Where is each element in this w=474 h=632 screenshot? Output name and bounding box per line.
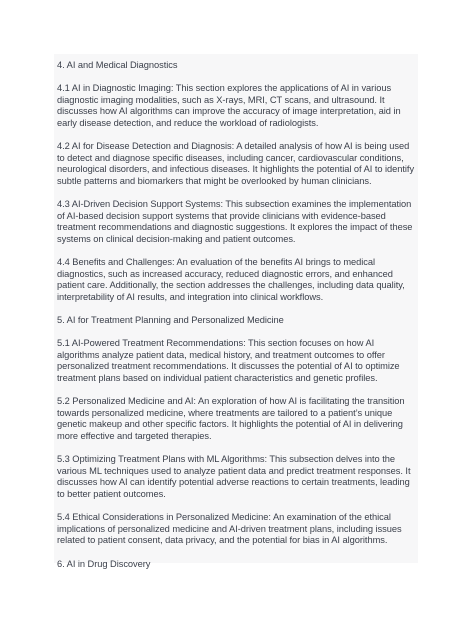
section-heading-4: 4. AI and Medical Diagnostics — [57, 60, 178, 70]
paragraph-4-1: 4.1 AI in Diagnostic Imaging: This section explores the applications of AI in various diagnostic imaging modalities, such as X-rays, MRI, CT scans, and ultrasound. It discusses how AI algorithms can improve the accuracy of image interpretation, aid in early disease detection, and reduce the workload of radiologists. — [57, 83, 401, 128]
paragraph-5-3: 5.3 Optimizing Treatment Plans with ML Algorithms: This subsection delves into the various ML techniques used to analyze patient data and predict treatment responses. It discusses how AI can identify potential adverse reactions to certain treatments, leading to better patient outcomes. — [57, 454, 411, 499]
paragraph-4-4: 4.4 Benefits and Challenges: An evaluation of the benefits AI brings to medical diagnostics, such as increased accuracy, reduced diagnostic errors, and enhanced patient care. Additionally, the section addresses the challenges, including data quality, interpretability of AI results, and integration into clinical workflows. — [57, 257, 405, 302]
paragraph-5-2: 5.2 Personalized Medicine and AI: An exploration of how AI is facilitating the transition towards personalized medicine, where treatments are tailored to a patient’s unique genetic makeup and other specific factors. It highlights the potential of AI in delivering more effective and targeted therapies. — [57, 396, 405, 441]
paragraph-4-2: 4.2 AI for Disease Detection and Diagnosis: A detailed analysis of how AI is being used to detect and diagnose specific diseases, including cancer, cardiovascular conditions, neurological disorders, and infectious diseases. It highlights the potential of AI to identify subtle patterns and biomarkers that might be overlooked by human clinicians. — [57, 141, 415, 186]
paragraph-5-1: 5.1 AI-Powered Treatment Recommendations: This section focuses on how AI algorithms analyze patient data, medical history, and treatment outcomes to offer personalized treatment recommendations. It discusses the potential of AI to optimize treatment plans based on individual patient characteristics and genetic profiles. — [57, 338, 400, 384]
section-heading-6: 6. AI in Drug Discovery — [57, 558, 151, 569]
paragraph-5-4: 5.4 Ethical Considerations in Personalized Medicine: An examination of the ethical implications of personalized medicine and AI-driven treatment plans, including issues related to patient consent, data privacy, and the potential for bias in AI algorithms. — [57, 512, 402, 546]
section-heading-5: 5. AI for Treatment Planning and Personalized Medicine — [57, 315, 284, 326]
paragraph-4-3: 4.3 AI-Driven Decision Support Systems: This subsection examines the implementation of AI-based decision support systems that provide clinicians with evidence-based treatment recommendations and diagnostic suggestions. It explores the impact of these systems on clinical decision-making and patient outcomes. — [57, 199, 413, 244]
document-text-area — [54, 54, 418, 569]
